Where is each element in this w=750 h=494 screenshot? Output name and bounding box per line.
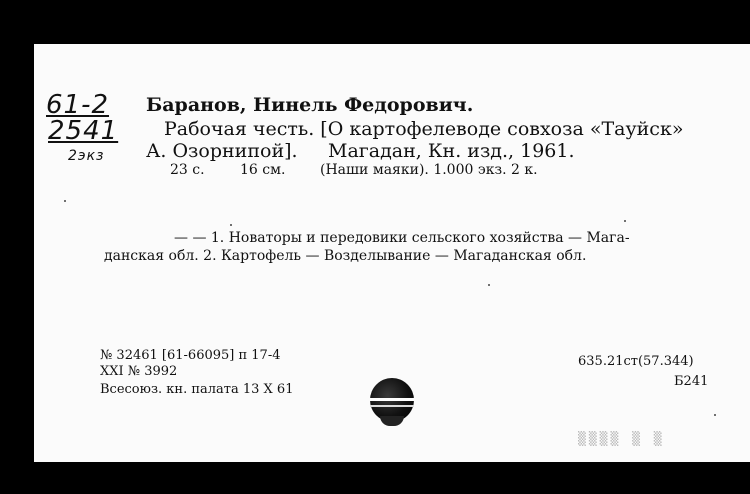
faint-stamp-mark: ▒▒▒▒ ▒ ▒ (578, 432, 665, 447)
registry-number: № 32461 [61-66095] п 17-4 (100, 348, 281, 363)
series-and-edition: (Наши маяки). 1.000 экз. 2 к. (320, 162, 538, 178)
speck (714, 414, 716, 416)
shelfmark-line-1: 61-2 (46, 90, 110, 120)
speck (488, 284, 490, 286)
classification-index: 635.21ст(57.344) (578, 354, 694, 369)
shelfmark-line-2: 2541 (48, 116, 119, 146)
speck (64, 200, 66, 202)
author-heading: Баранов, Нинель Федорович. (146, 94, 474, 116)
roman-number: XXI № 3992 (100, 364, 178, 379)
page-count: 23 с. (170, 162, 205, 178)
scan-border-bottom (0, 462, 750, 494)
speck (230, 224, 232, 226)
punch-hole (380, 416, 404, 426)
catalog-card (34, 44, 750, 462)
card-size: 16 см. (240, 162, 286, 178)
publication-info: Магадан, Кн. изд., 1961. (328, 140, 575, 162)
book-chamber-imprint: Всесоюз. кн. палата 13 X 61 (100, 382, 294, 397)
shelfmark-copies: 2экз (68, 148, 105, 164)
scan-border-left (0, 0, 34, 494)
scan-border-top (0, 0, 750, 44)
subject-line-2: данская обл. 2. Картофель — Возделывание — Магаданская обл. (104, 248, 587, 264)
subject-line-1: — — 1. Новаторы и передовики сельского хозяйства — Мага- (174, 230, 630, 246)
title-line-1: Рабочая честь. [О картофелеводе совхоза «Тауйск» (164, 118, 684, 140)
author-mark: Б241 (674, 374, 709, 389)
speck (624, 220, 626, 222)
title-line-2: А. Озорнипой]. (146, 140, 298, 162)
